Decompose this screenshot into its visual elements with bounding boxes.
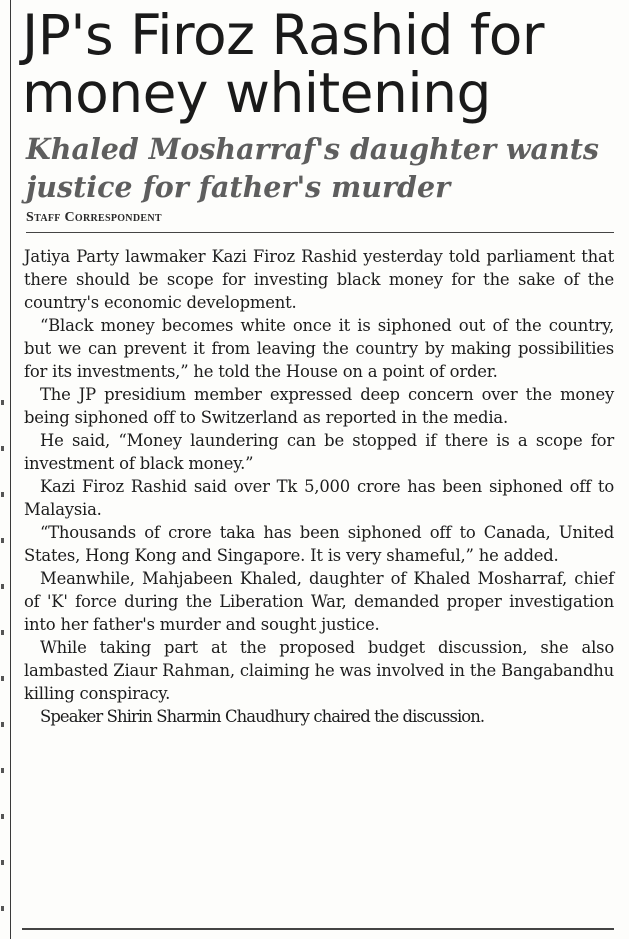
column-divider (10, 0, 11, 939)
paragraph: Meanwhile, Mahjabeen Khaled, daughter of Khaled Mosharraf, chief of 'K' force during the Liberation War, demanded proper investigation into her father's murder and sought justice. (24, 569, 614, 634)
adjacent-column-fragment (1, 400, 7, 920)
article-body (24, 245, 614, 728)
subheadline-line-2: justice for father's murder (26, 170, 451, 204)
paragraph: “Black money becomes white once it is siphoned out of the country, but we can prevent it from leaving the country by making possibilities for its investments,” he told the House on a point of order. (24, 316, 614, 381)
subheadline-line-1: Khaled Mosharraf's daughter wants (26, 132, 599, 166)
headline (22, 3, 614, 125)
paragraph: Kazi Firoz Rashid said over Tk 5,000 crore has been siphoned off to Malaysia. (24, 477, 614, 519)
paragraph: Jatiya Party lawmaker Kazi Firoz Rashid yesterday told parliament that there should be scope for investing black money for the sake of the country's economic development. (24, 247, 614, 312)
paragraph: “Thousands of crore taka has been siphoned off to Canada, United States, Hong Kong and Singapore. It is very shameful,” he added. (24, 523, 614, 565)
paragraph: While taking part at the proposed budget discussion, she also lambasted Ziaur Rahman, claiming he was involved in the Bangabandhu killing conspiracy. (24, 638, 614, 703)
byline: Staff Correspondent (26, 210, 614, 233)
headline-line-2: money whitening (22, 61, 491, 125)
paragraph: Speaker Shirin Sharmin Chaudhury chaired the discussion. (40, 707, 485, 726)
bottom-divider (22, 928, 614, 930)
article (22, 3, 614, 728)
paragraph: The JP presidium member expressed deep concern over the money being siphoned off to Switzerland as reported in the media. (24, 385, 614, 427)
paragraph: He said, “Money laundering can be stopped if there is a scope for investment of black money.” (24, 431, 614, 473)
subheadline (26, 130, 614, 206)
headline-line-1: JP's Firoz Rashid for (22, 3, 544, 67)
